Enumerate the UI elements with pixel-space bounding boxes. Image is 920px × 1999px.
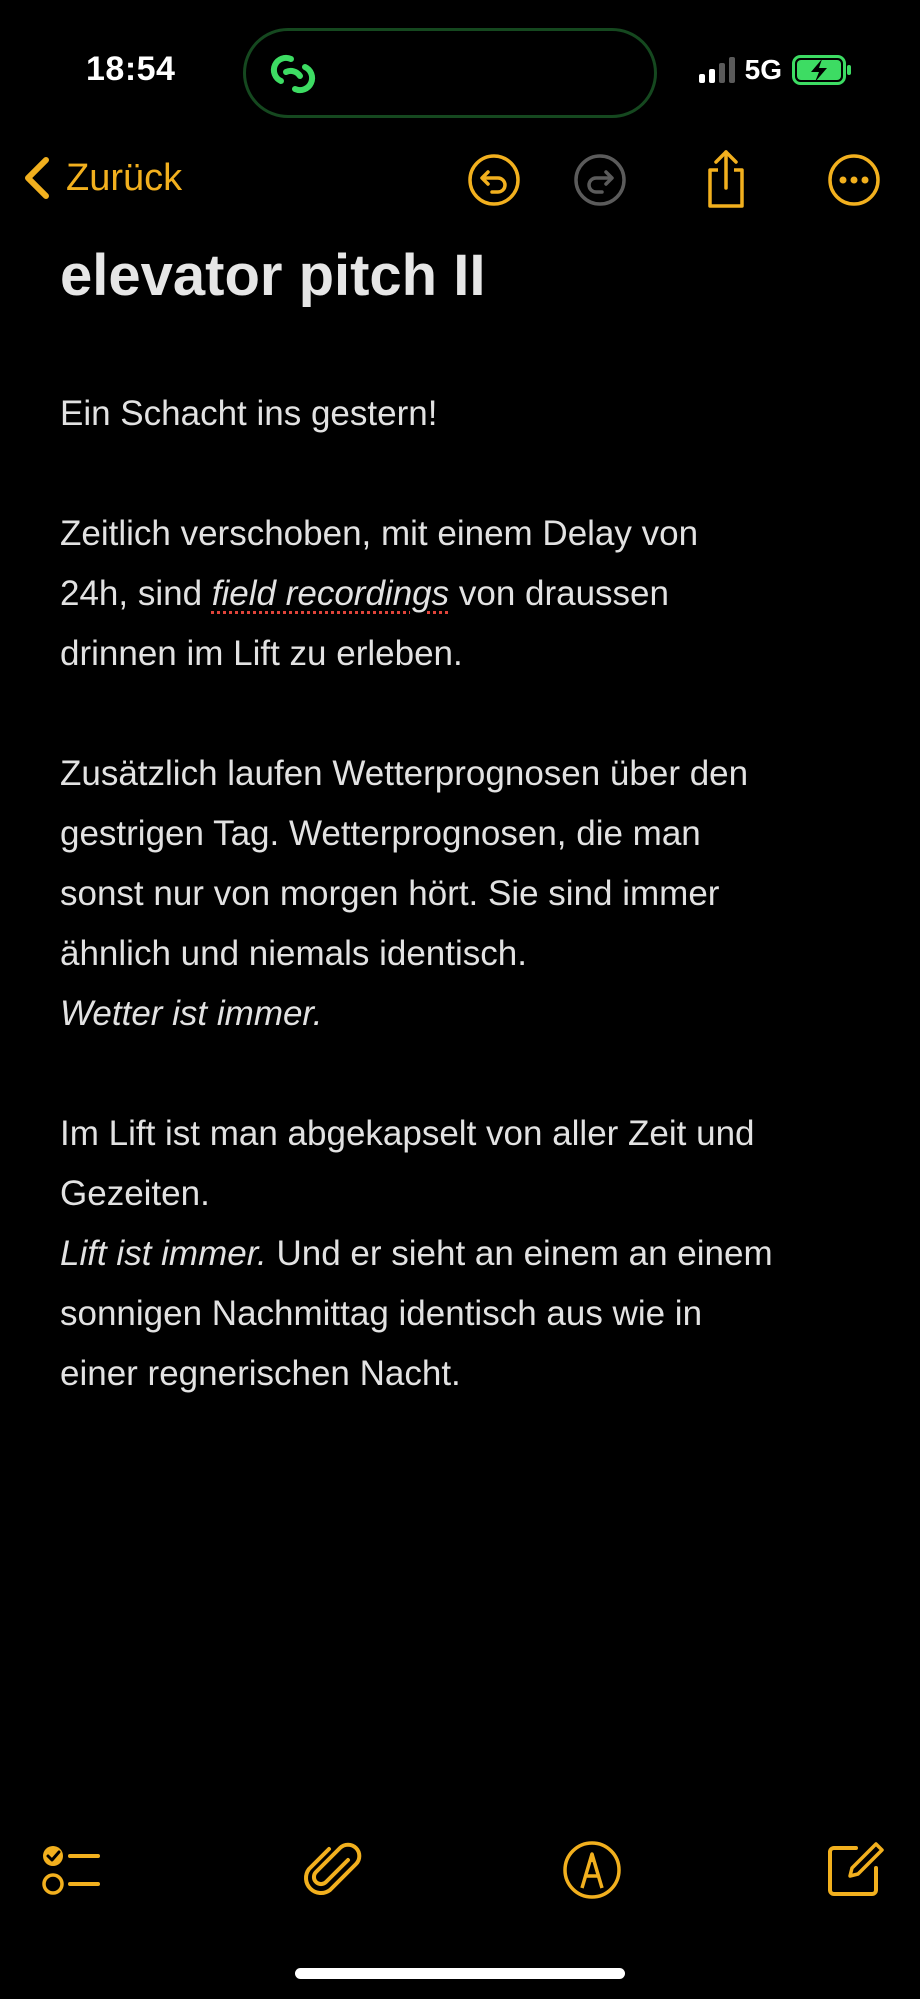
text-segment: 24h, sind: [60, 574, 212, 613]
compose-icon[interactable]: [822, 1838, 886, 1902]
note-body[interactable]: [60, 240, 880, 1464]
text-line: [60, 1224, 880, 1284]
dynamic-island[interactable]: [243, 28, 657, 118]
status-time: 18:54: [86, 50, 176, 88]
note-title[interactable]: elevator pitch II: [60, 243, 486, 308]
text-line: ähnlich und niemals identisch.: [60, 934, 527, 973]
home-indicator[interactable]: [295, 1968, 625, 1979]
paragraph-4[interactable]: [60, 1104, 880, 1404]
paragraph-1[interactable]: [60, 384, 880, 444]
text-line: sonst nur von morgen hört. Sie sind immer: [60, 874, 720, 913]
text-line: gestrigen Tag. Wetterprognosen, die man: [60, 814, 701, 853]
misspelled-italic-text[interactable]: field recordings: [211, 574, 450, 613]
redo-icon[interactable]: [572, 152, 628, 208]
text-segment: Und er sieht an einem an einem: [266, 1234, 773, 1273]
share-icon[interactable]: [698, 148, 754, 210]
text-line: einer regnerischen Nacht.: [60, 1354, 461, 1393]
paragraph-3[interactable]: [60, 744, 880, 1044]
markup-pen-icon[interactable]: [560, 1838, 624, 1902]
network-type: 5G: [744, 54, 782, 85]
back-label: Zurück: [66, 156, 183, 199]
more-icon[interactable]: [826, 152, 882, 208]
back-button[interactable]: [18, 152, 182, 204]
text-line: sonnigen Nachmittag identisch aus wie in: [60, 1294, 703, 1333]
status-indicators: [699, 54, 852, 86]
text-line: [60, 564, 880, 624]
text-line: Ein Schacht ins gestern!: [60, 394, 438, 433]
text-line: drinnen im Lift zu erleben.: [60, 634, 463, 673]
text-line: Gezeiten.: [60, 1174, 210, 1213]
italic-text-segment: Lift ist immer.: [60, 1234, 267, 1273]
text-line: Im Lift ist man abgekapselt von aller Zeit und: [60, 1114, 755, 1153]
text-line: Zeitlich verschoben, mit einem Delay von: [60, 514, 699, 553]
italic-text-line: Wetter ist immer.: [60, 994, 323, 1033]
battery-charging-icon: [792, 55, 852, 85]
chevron-left-icon: [18, 152, 58, 204]
text-line: Zusätzlich laufen Wetterprognosen über den: [60, 754, 749, 793]
undo-icon[interactable]: [466, 152, 522, 208]
cellular-signal-icon: [699, 57, 735, 83]
link-chain-icon: [264, 45, 322, 103]
paperclip-icon[interactable]: [302, 1838, 366, 1902]
paragraph-2[interactable]: [60, 504, 880, 684]
text-segment: von draussen: [449, 574, 669, 613]
checklist-icon[interactable]: [40, 1838, 104, 1902]
